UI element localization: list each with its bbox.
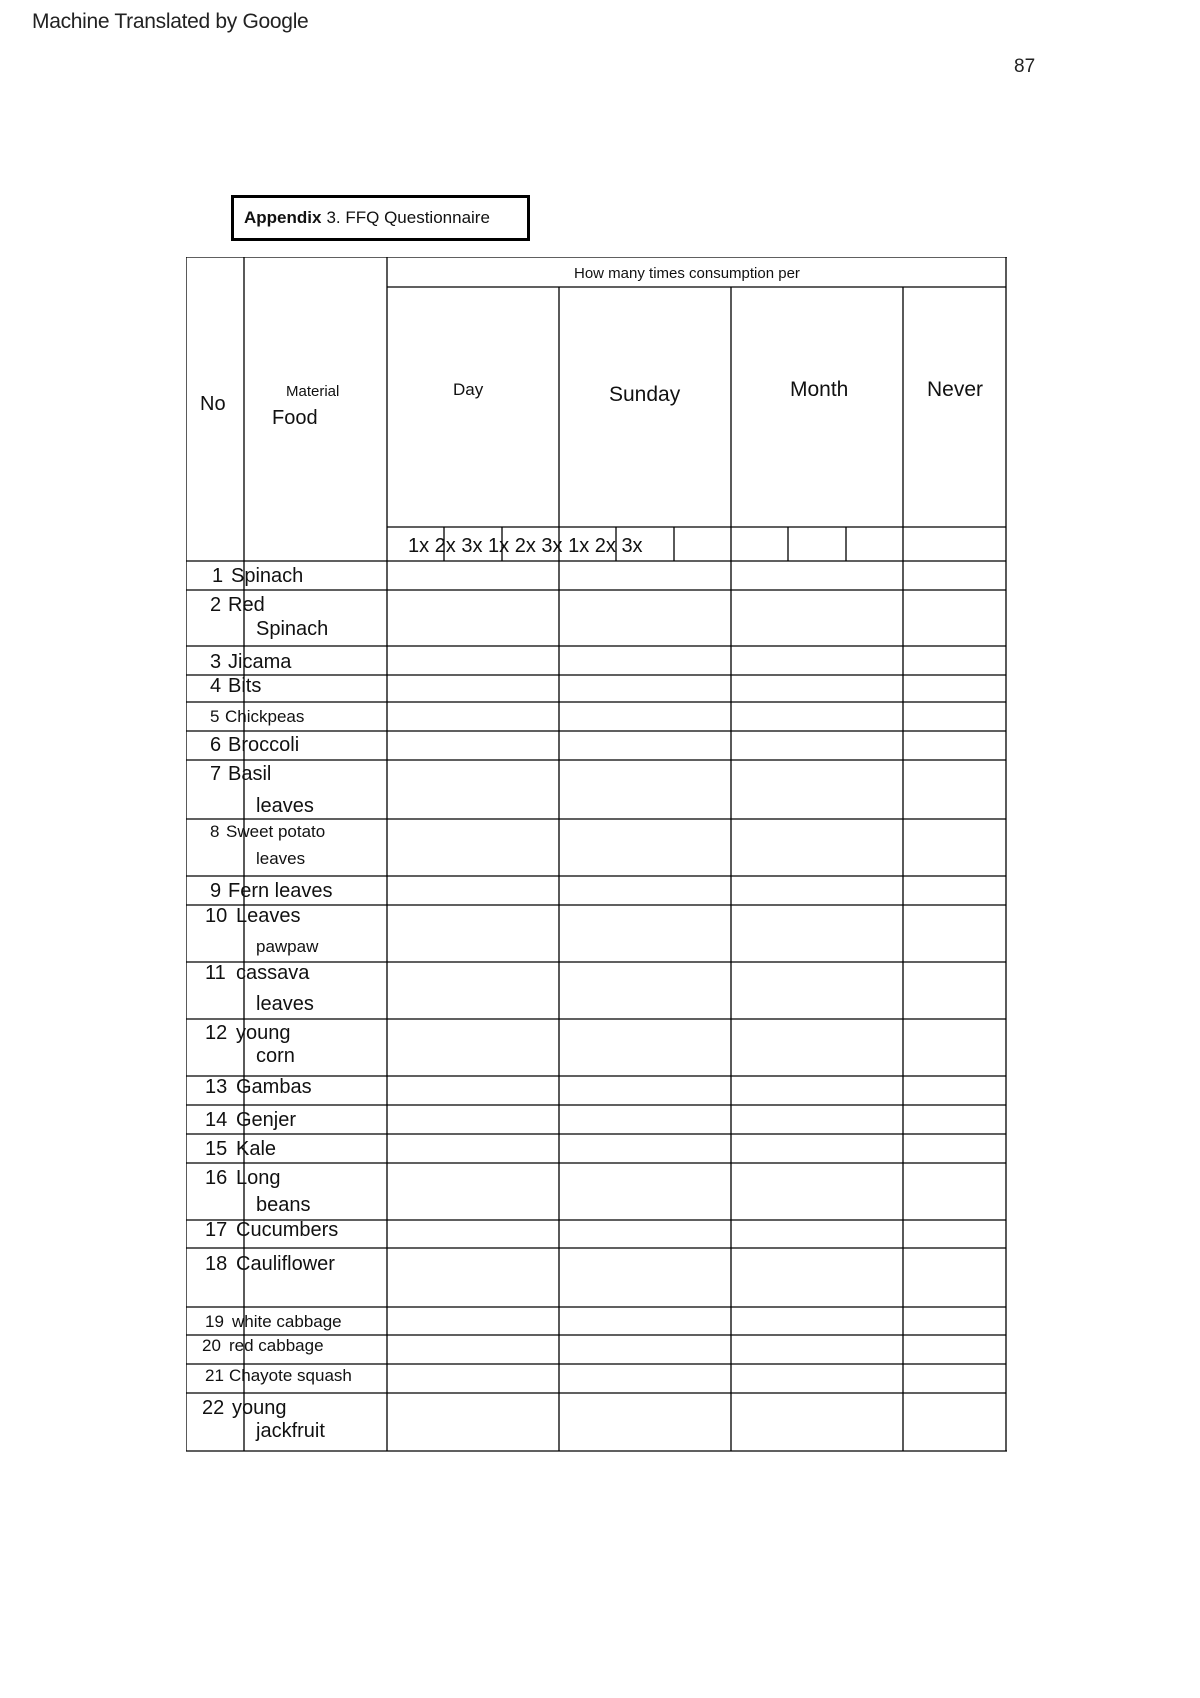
food-name: Bits [228,675,262,697]
row-number: 18 [205,1253,228,1275]
header-no: No [200,393,226,415]
food-name-continued: leaves [256,849,306,868]
food-name: Cucumbers [236,1219,339,1241]
food-name: white cabbage [232,1312,342,1331]
food-name: Gambas [236,1076,312,1098]
food-name: young [236,1022,291,1044]
food-name: Chayote squash [229,1366,352,1385]
header-day: Day [453,380,484,399]
food-name-continued: leaves [256,993,314,1015]
row-number: 5 [210,707,220,726]
row-number: 10 [205,905,228,927]
row-number: 3 [210,651,222,673]
row-number: 20 [202,1336,221,1355]
food-name-continued: leaves [256,795,314,817]
food-name: Broccoli [228,734,300,756]
row-number: 15 [205,1138,228,1160]
row-number: 13 [205,1076,228,1098]
food-name: Chickpeas [225,707,305,726]
row-number: 2 [210,594,222,616]
food-name: cassava [236,962,310,984]
row-number: 9 [210,880,222,902]
row-number: 4 [210,675,222,697]
food-name: Kale [236,1138,277,1160]
food-name: Cauliflower [236,1253,335,1275]
food-name: Red [228,594,265,616]
food-name: Jicama [228,651,292,673]
food-name: Basil [228,763,272,785]
row-number: 12 [205,1022,228,1044]
appendix-title-box [231,195,530,241]
food-name: red cabbage [229,1336,324,1355]
appendix-title: 3. FFQ Questionnaire [326,208,490,227]
row-number: 16 [205,1167,228,1189]
row-number: 21 [205,1366,224,1385]
row-number: 22 [202,1397,225,1419]
food-name: Genjer [236,1109,297,1131]
row-number: 17 [205,1219,228,1241]
row-number: 8 [210,822,220,841]
food-name: Spinach [231,565,304,587]
food-name-continued: beans [256,1194,311,1216]
food-name: Fern leaves [228,880,333,902]
food-name-continued: corn [256,1045,295,1067]
row-number: 7 [210,763,222,785]
row-number: 1 [212,565,224,587]
header-month: Month [790,378,849,401]
food-name: young [232,1397,287,1419]
food-name: Leaves [236,905,301,927]
header-material: Material [286,383,340,400]
header-sunday: Sunday [609,383,681,406]
row-number: 6 [210,734,222,756]
header-food: Food [272,407,318,429]
food-name-continued: jackfruit [256,1420,325,1442]
row-number: 19 [205,1312,224,1331]
machine-translation-banner: Machine Translated by Google [32,10,309,33]
row-number: 11 [205,962,226,984]
header-frequency-options: 1x 2x 3x 1x 2x 3x 1x 2x 3x [408,535,643,557]
ffq-table [186,257,1007,1452]
header-how-many-times: How many times consumption per [574,265,800,282]
food-name-continued: pawpaw [256,937,319,956]
page-number: 87 [1014,56,1036,77]
food-name: Sweet potato [226,822,326,841]
appendix-label: Appendix [244,208,322,227]
header-never: Never [927,378,984,401]
food-name-continued: Spinach [256,618,329,640]
row-number: 14 [205,1109,228,1131]
food-name: Long [236,1167,281,1189]
